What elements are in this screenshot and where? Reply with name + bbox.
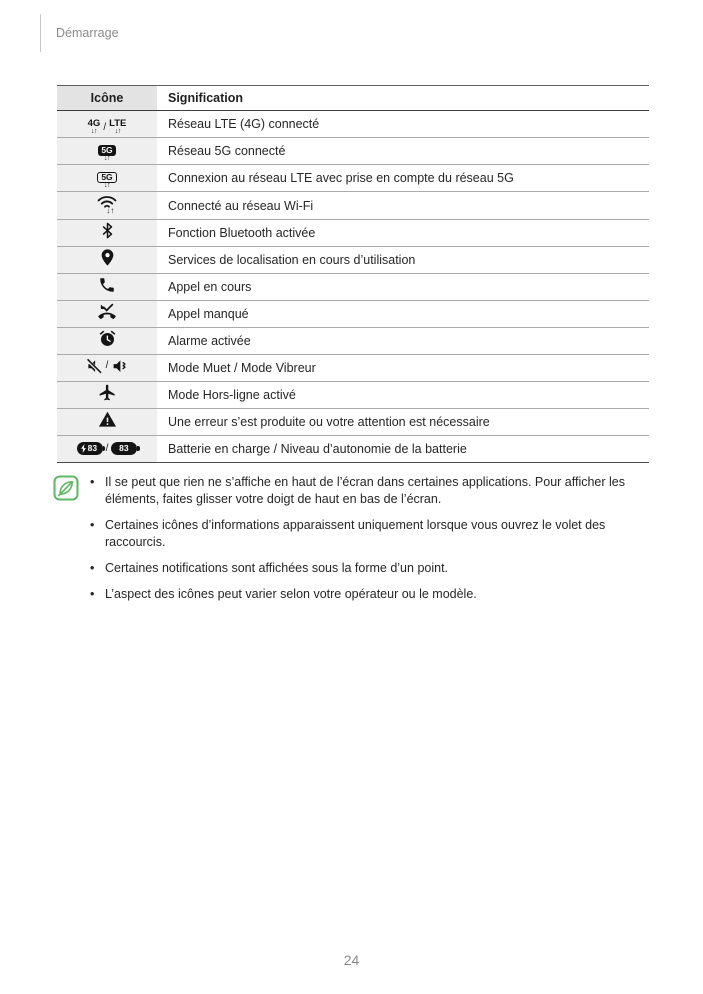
missed-call-icon [97,302,117,322]
icon-meaning: Appel manqué [157,301,649,328]
call-icon [98,276,116,294]
table-row [57,355,649,382]
bluetooth-icon [98,221,117,240]
svg-text:↓↑: ↓↑ [106,206,115,214]
table-row [57,247,649,274]
icon-meaning: Fonction Bluetooth activée [157,220,649,247]
airplane-mode-icon [98,383,117,402]
icon-meaning: Appel en cours [157,274,649,301]
page-number: 24 [343,952,360,968]
icon-meaning: Mode Muet / Mode Vibreur [157,355,649,382]
icon-meaning: Mode Hors-ligne activé [157,382,649,409]
table-row [57,328,649,355]
table-row [57,220,649,247]
warning-icon [98,410,117,429]
icon-meaning: Services de localisation en cours d’utilisation [157,247,649,274]
breadcrumb-label: Démarrage [56,26,119,40]
vibrate-icon [111,357,129,375]
table-row [57,111,649,138]
column-header-icon: Icône [57,86,157,111]
table-header-row [57,86,649,111]
table-row [57,409,649,436]
wifi-icon [96,192,118,214]
table-row [57,274,649,301]
table-row [57,436,649,463]
alarm-icon [98,329,117,348]
table-row [57,165,649,192]
mute-icon [85,357,103,375]
icon-meaning: Une erreur s’est produite ou votre attention est nécessaire [157,409,649,436]
column-header-meaning: Signification [157,86,649,111]
lightning-bolt-icon [81,444,86,453]
icon-meaning: Connexion au réseau LTE avec prise en compte du réseau 5G [157,165,649,192]
lte-4g-network-icon: 4G ↓↑ / LTE ↓↑ [87,118,127,135]
5g-network-icon: 5G ↓↑ [98,145,115,163]
lte-with-5g-network-icon: 5G ↓↑ [97,172,116,190]
battery-icon: 83 / 83 [77,442,138,455]
notice-section [53,474,649,612]
table-row [57,382,649,409]
notice-item: • Certaines icônes d’informations apparaissent uniquement lorsque vous ouvrez le volet des raccourcis. [86,517,649,551]
icon-meaning: Réseau 5G connecté [157,138,649,165]
mute-vibrate-icon: / [85,357,130,375]
notice-list [86,474,649,603]
table-row [57,301,649,328]
breadcrumb [40,14,119,52]
notice-item: • L’aspect des icônes peut varier selon votre opérateur ou le modèle. [86,586,649,603]
icon-meaning: Connecté au réseau Wi-Fi [157,192,649,220]
icon-meaning: Batterie en charge / Niveau d’autonomie de la batterie [168,442,467,456]
icon-meaning: Réseau LTE (4G) connecté [157,111,649,138]
location-icon [98,248,117,267]
battery-charging-icon: 83 [77,442,103,455]
notice-leaf-icon [53,475,79,501]
table-row [57,192,649,220]
battery-level-icon: 83 [111,442,137,455]
notice-item: • Il se peut que rien ne s’affiche en haut de l’écran dans certaines applications. Pour afficher les éléments, faites glisser votre doigt de haut en bas de l’écran. [86,474,649,508]
status-icon-table [57,85,649,463]
notice-item: • Certaines notifications sont affichées sous la forme d’un point. [86,560,649,577]
table-row [57,138,649,165]
icon-meaning: Alarme activée [157,328,649,355]
